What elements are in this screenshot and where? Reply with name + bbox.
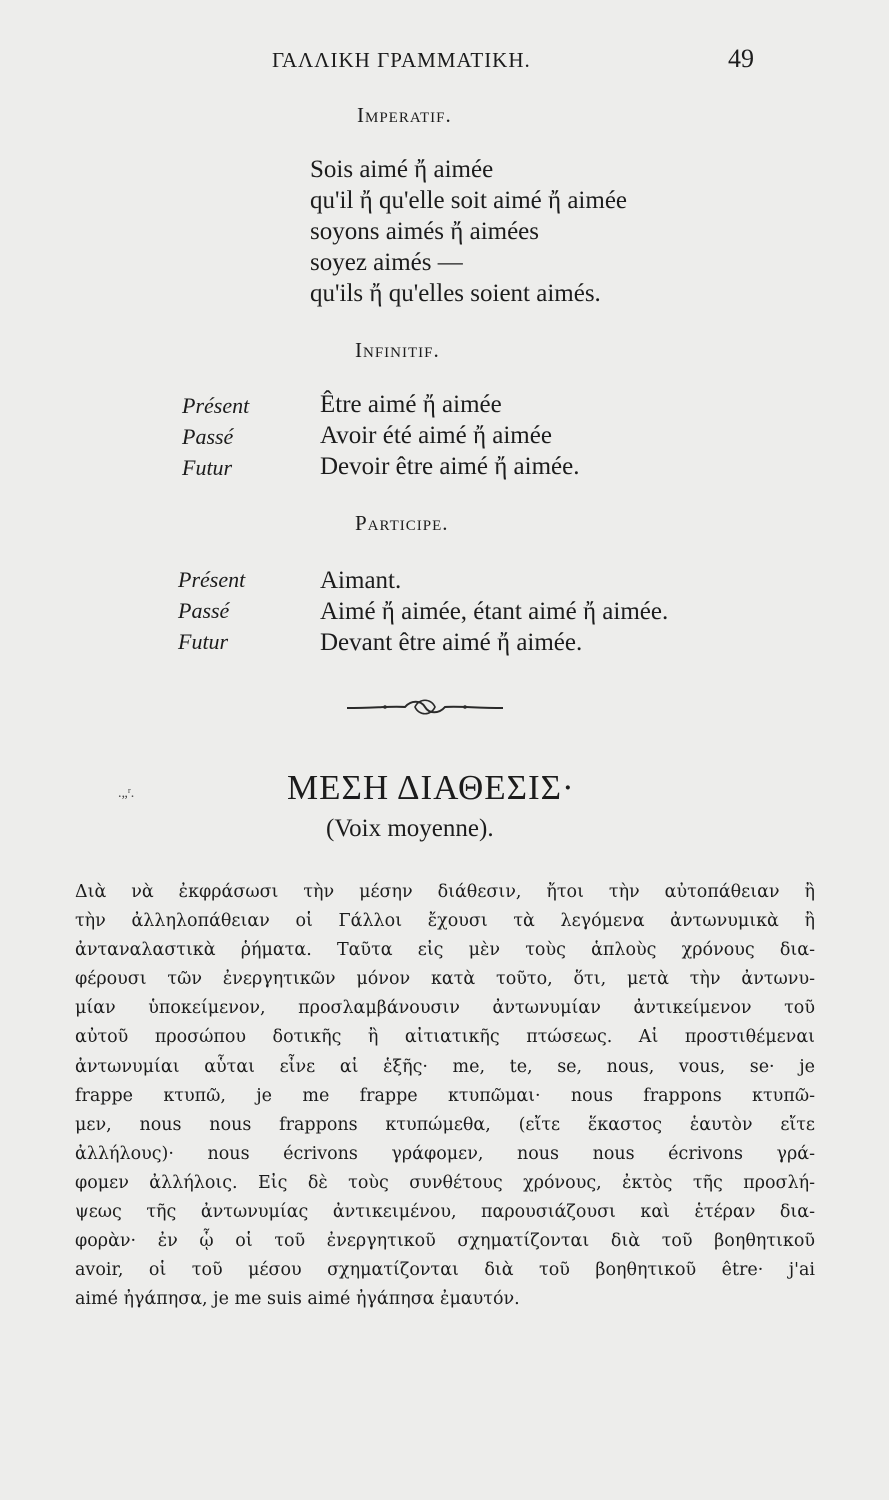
participe-form: Aimant. bbox=[320, 567, 402, 594]
paragraph-line: aimé ἠγάπησα, je me suis aimé ἠγάπησα ἐμαυτόν. bbox=[75, 1289, 520, 1310]
paragraph-line: ἀντωνυμίαι αὗται εἶνε αἱ ἑξῆς· me, te, se, nous, vous, se· je bbox=[75, 1056, 815, 1077]
imperatif-line: qu'il ἤ qu'elle soit aimé ἤ aimée bbox=[310, 187, 628, 214]
running-header bbox=[0, 44, 889, 84]
participe-label: Passé bbox=[178, 598, 230, 623]
section-subtitle: (Voix moyenne). bbox=[326, 815, 494, 842]
paragraph-line: μίαν ὑποκείμενον, προσλαμβάνουσιν ἀντωνυμίαν ἀντικείμενον τοῦ bbox=[75, 998, 815, 1019]
imperatif-line: Sois aimé ἤ aimée bbox=[310, 156, 494, 183]
paragraph-line: τὴν ἀλληλοπάθειαν οἱ Γάλλοι ἔχουσι τὰ λεγόμενα ἀντωνυμικὰ ἢ bbox=[75, 911, 815, 932]
infinitif-form: Devoir être aimé ἤ aimée. bbox=[320, 453, 580, 480]
margin-mark: .„ʳ. bbox=[118, 786, 135, 801]
infinitif-label: Passé bbox=[182, 424, 234, 449]
body-paragraph bbox=[75, 878, 815, 1314]
imperatif-heading: Imperatif. bbox=[357, 103, 452, 127]
paragraph-line: ἀλλήλους)· nous écrivons γράφομεν, nous nous écrivons γρά- bbox=[75, 1143, 815, 1164]
paragraph-line: φέρουσι τῶν ἐνεργητικῶν μόνον κατὰ τοῦτο, ὅτι, μετὰ τὴν ἀντωνυ- bbox=[75, 969, 815, 990]
participe-label: Présent bbox=[178, 567, 246, 592]
participe-form: Devant être aimé ἤ aimée. bbox=[320, 629, 583, 656]
participe-label: Futur bbox=[178, 629, 229, 654]
paragraph-line: ψεως τῆς ἀντωνυμίας ἀντικειμένου, παρουσιάζουσι καὶ ἑτέραν δια- bbox=[75, 1202, 815, 1223]
ornament-divider-icon bbox=[345, 694, 505, 722]
infinitif-label: Futur bbox=[182, 455, 233, 480]
paragraph-line: μεν, nous nous frappons κτυπώμεθα, (εἴτε ἕκαστος ἑαυτὸν εἴτε bbox=[75, 1114, 815, 1135]
paragraph-line: avoir, οἱ τοῦ μέσου σχηματίζονται διὰ τοῦ βοηθητικοῦ être· j'ai bbox=[75, 1260, 815, 1281]
paragraph-line: αὐτοῦ προσώπου δοτικῆς ἢ αἰτιατικῆς πτώσεως. Αἱ προστιθέμεναι bbox=[75, 1027, 815, 1048]
section-title: ΜΕΣΗ ΔΙΑΘΕΣΙΣ· bbox=[287, 768, 575, 807]
infinitif-heading: Infinitif. bbox=[355, 338, 440, 362]
participe-heading: Participe. bbox=[355, 511, 449, 535]
running-title: ΓΑΛΛΙΚΗ ΓΡΑΜΜΑΤΙΚΗ. bbox=[272, 48, 531, 72]
infinitif-form: Être aimé ἤ aimée bbox=[320, 391, 502, 418]
infinitif-form: Avoir été aimé ἤ aimée bbox=[320, 422, 552, 449]
imperatif-line: soyons aimés ἤ aimées bbox=[310, 218, 540, 245]
paragraph-line: φορὰν· ἐν ᾧ οἱ τοῦ ἐνεργητικοῦ σχηματίζονται διὰ τοῦ βοηθητικοῦ bbox=[75, 1231, 815, 1252]
participe-form: Aimé ἤ aimée, étant aimé ἤ aimée. bbox=[320, 598, 669, 625]
paragraph-line: φομεν ἀλλήλοις. Εἰς δὲ τοὺς συνθέτους χρόνους, ἐκτὸς τῆς προσλή- bbox=[75, 1172, 815, 1193]
paragraph-line: frappe κτυπῶ, je me frappe κτυπῶμαι· nous frappons κτυπῶ- bbox=[75, 1085, 815, 1106]
imperatif-line: qu'ils ἤ qu'elles soient aimés. bbox=[310, 280, 601, 307]
paragraph-line: Διὰ νὰ ἐκφράσωσι τὴν μέσην διάθεσιν, ἤτοι τὴν αὐτοπάθειαν ἢ bbox=[75, 882, 815, 902]
page-number: 49 bbox=[728, 44, 754, 73]
paragraph-line: ἀνταναλαστικὰ ῥήματα. Ταῦτα εἰς μὲν τοὺς ἁπλοὺς χρόνους δια- bbox=[75, 940, 815, 961]
imperatif-line: soyez aimés — bbox=[310, 249, 463, 276]
infinitif-label: Présent bbox=[182, 393, 250, 418]
